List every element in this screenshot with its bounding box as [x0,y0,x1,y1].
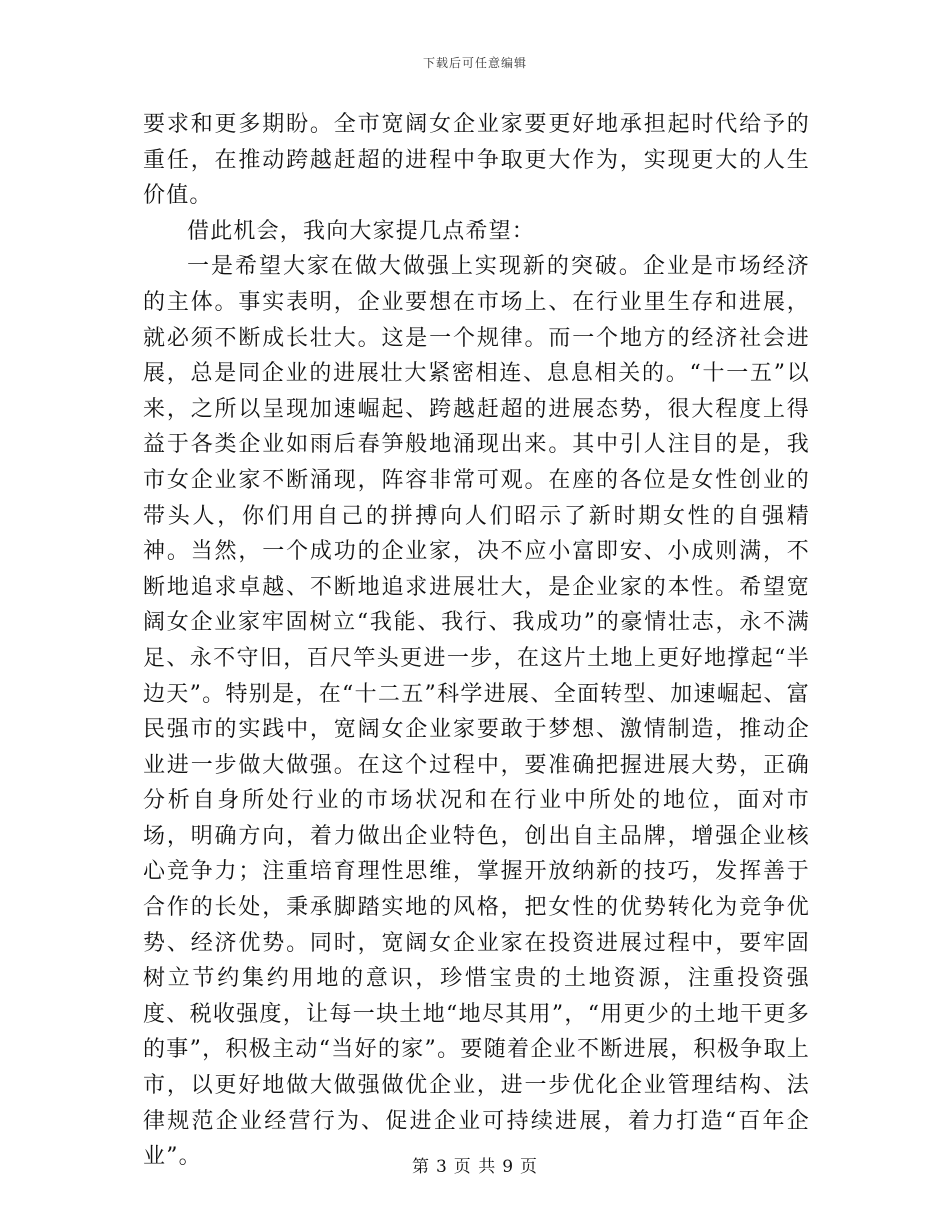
document-body [143,107,810,1175]
footer-suffix: 页 [520,1157,539,1177]
paragraph-first-hope: 一是希望大家在做大做强上实现新的突破。企业是市场经济的主体。事实表明，企业要想在市场上、在行业里生存和进展，就必须不断成长壮大。这是一个规律。而一个地方的经济社会进展，总是同企业的进展壮大紧密相连、息息相关的。“十一五”以来，之所以呈现加速崛起、跨越赶超的进展态势，很大程度上得益于各类企业如雨后春笋般地涌现出来。其中引人注目的是，我市女企业家不断涌现，阵容非常可观。在座的各位是女性创业的带头人，你们用自己的拼搏向人们昭示了新时期女性的自强精神。当然，一个成功的企业家，决不应小富即安、小成则满，不断地追求卓越、不断地追求进展壮大，是企业家的本性。希望宽阔女企业家牢固树立“我能、我行、我成功”的豪情壮志，永不满足、永不守旧，百尺竿头更进一步，在这片土地上更好地撑起“半边天”。特别是，在“十二五”科学进展、全面转型、加速崛起、富民强市的实践中，宽阔女企业家要敢于梦想、激情制造，推动企业进一步做大做强。在这个过程中，要准确把握进展大势，正确分析自身所处行业的市场状况和在行业中所处的地位，面对市场，明确方向，着力做出企业特色，创出自主品牌，增强企业核心竞争力；注重培育理性思维，掌握开放纳新的技巧，发挥善于合作的长处，秉承脚踏实地的风格，把女性的优势转化为竞争优势、经济优势。同时，宽阔女企业家在投资进展过程中，要牢固树立节约集约用地的意识，珍惜宝贵的土地资源，注重投资强度、税收强度，让每一块土地“地尽其用”，“用更少的土地干更多的事”，积极主动“当好的家”。要随着企业不断进展，积极争取上市，以更好地做大做强做优企业，进一步优化企业管理结构、法律规范企业经营行为、促进企业可持续进展，着力打造“百年企业”。 [143,254,810,1170]
paragraph-intro: 借此机会，我向大家提几点希望： [187,218,536,244]
page-total: 9 [502,1157,515,1177]
page-header: 下载后可任意编辑 [422,56,527,70]
page-footer [0,1152,950,1177]
footer-middle: 页 共 [453,1157,497,1177]
page-number: 3 [435,1157,448,1177]
footer-prefix: 第 [411,1157,430,1177]
paragraph-continuation: 要求和更多期盼。全市宽阔女企业家要更好地承担起时代给予的重任，在推动跨越赶超的进程中争取更大作为，实现更大的人生价值。 [143,112,810,209]
